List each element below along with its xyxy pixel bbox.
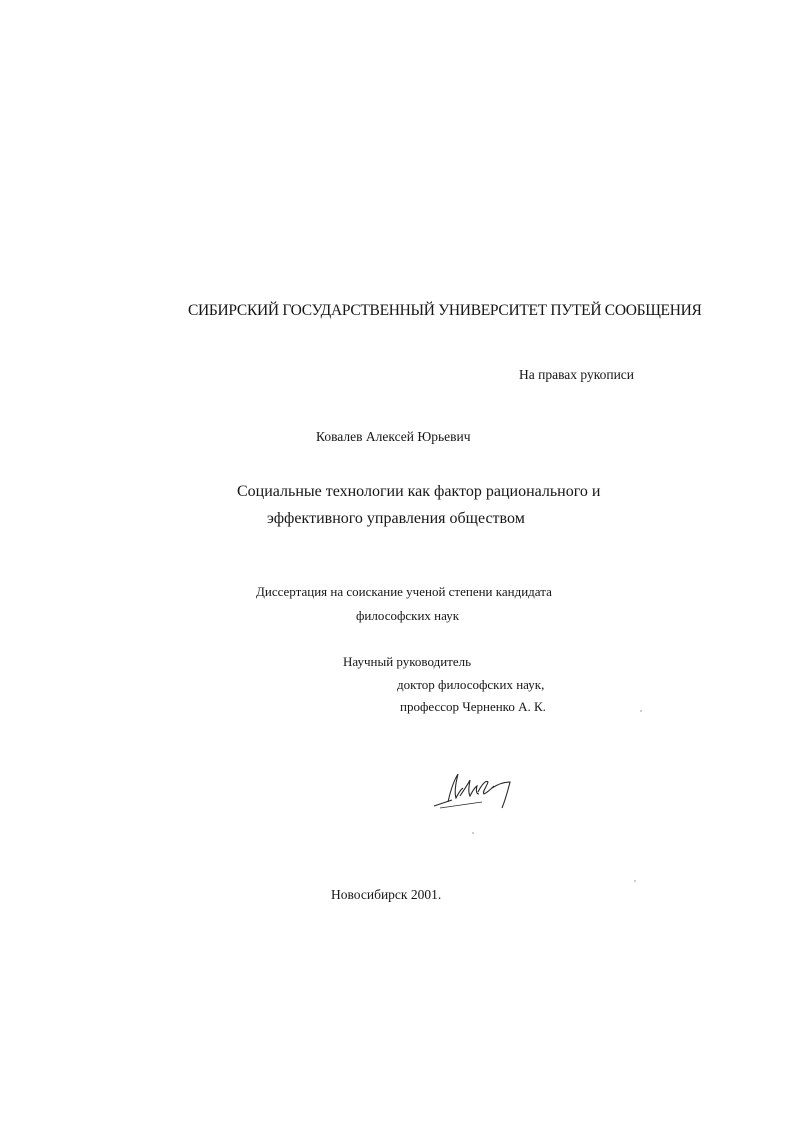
dissertation-type-line-1: Диссертация на соискание ученой степени кандидата [256,584,552,599]
scan-speck [634,880,636,882]
supervisor-degree: доктор философских наук, [397,677,545,692]
dissertation-type-line-2: философских наук [356,608,460,623]
scan-speck [640,710,642,712]
handwritten-signature [430,766,520,816]
author-name: Ковалев Алексей Юрьевич [316,429,471,444]
city-year: Новосибирск 2001. [331,887,442,902]
supervisor-name: профессор Черненко А. К. [400,699,546,714]
scan-speck [472,832,474,834]
university-name: СИБИРСКИЙ ГОСУДАРСТВЕННЫЙ УНИВЕРСИТЕТ ПУТЕЙ СООБЩЕНИЯ [188,302,702,319]
supervisor-label: Научный руководитель [343,654,472,669]
thesis-title-line-2: эффективного управления обществом [267,510,525,527]
rights-note: На правах рукописи [519,367,635,382]
thesis-title-line-1: Социальные технологии как фактор рационального и [237,483,601,500]
